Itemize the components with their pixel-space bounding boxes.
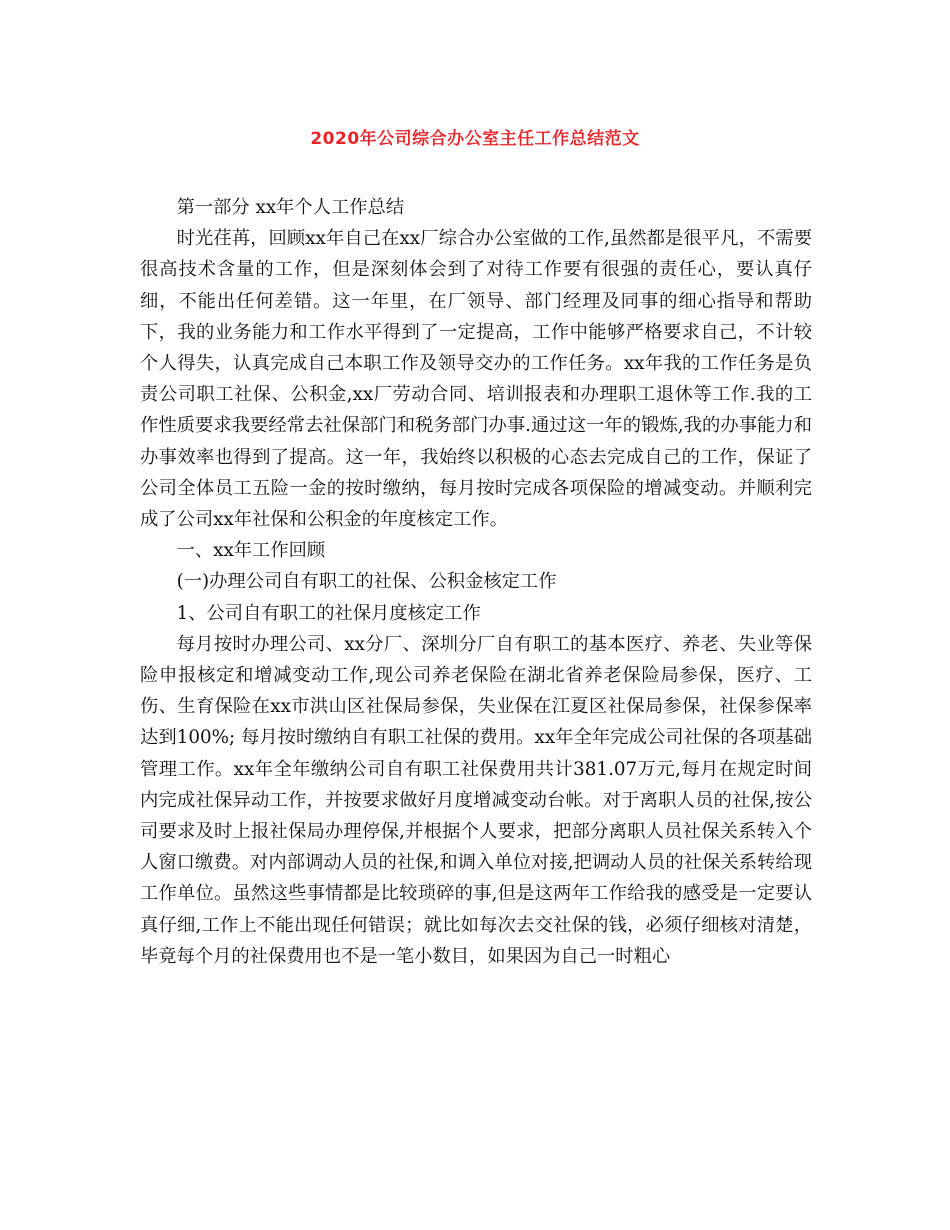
paragraph-intro: 时光荏苒，回顾xx年自己在xx厂综合办公室做的工作,虽然都是很平凡，不需要很高技术含量的工作，但是深刻体会到了对待工作要有很强的责任心，要认真仔细，不能出任何差错。这一年里，在厂领导、部门经理及同事的细心指导和帮助下，我的业务能力和工作水平得到了一定提高，工作中能够严格要求自己，不计较个人得失，认真完成自己本职工作及领导交办的工作任务。xx年我的工作任务是负责公司职工社保、公积金,xx厂劳动合同、培训报表和办理职工退休等工作.我的工作性质要求我要经常去社保部门和税务部门办事.通过这一年的锻炼,我的办事能力和办事效率也得到了提高。这一年，我始终以积极的心态去完成自己的工作，保证了公司全体员工五险一金的按时缴纳，每月按时完成各项保险的增减变动。并顺利完成了公司xx年社保和公积金的年度核定工作。 — [140, 228, 812, 531]
document-title: 2020年公司综合办公室主任工作总结范文 — [310, 129, 640, 149]
section-heading-part-one: 第一部分 xx年个人工作总结 — [176, 197, 405, 218]
item-heading-monthly-review: 1、公司自有职工的社保月度核定工作 — [176, 602, 481, 624]
paragraph-monthly-review: 每月按时办理公司、xx分厂、深圳分厂自有职工的基本医疗、养老、失业等保险申报核定和增减变动工作,现公司养老保险在湖北省养老保险局参保，医疗、工伤、生育保险在xx市洪山区社保局参保，失业保在江夏区社保局参保，社保参保率达到100%; 每月按时缴纳自有职工社保的费用。xx年全年完成公司社保的各项基础管理工作。xx年全年缴纳公司自有职工社保费用共计381.07万元,每月在规定时间内完成社保异动工作，并按要求做好月度增减变动台帐。对于离职人员的社保,按公司要求及时上报社保局办理停保,并根据个人要求，把部分离职人员社保关系转入个人窗口缴费。对内部调动人员的社保,和调入单位对接,把调动人员的社保关系转给现工作单位。虽然这些事情都是比较琐碎的事,但是这两年工作给我的感受是一定要认真仔细,工作上不能出现任何错误；就比如每次去交社保的钱，必须仔细核对清楚，毕竟每个月的社保费用也不是一笔小数目，如果因为自己一时粗心 — [140, 633, 812, 967]
section-heading-review: 一、xx年工作回顾 — [176, 540, 326, 562]
subsection-heading-social-security: (一)办理公司自有职工的社保、公积金核定工作 — [176, 571, 557, 593]
document-body — [140, 192, 812, 972]
